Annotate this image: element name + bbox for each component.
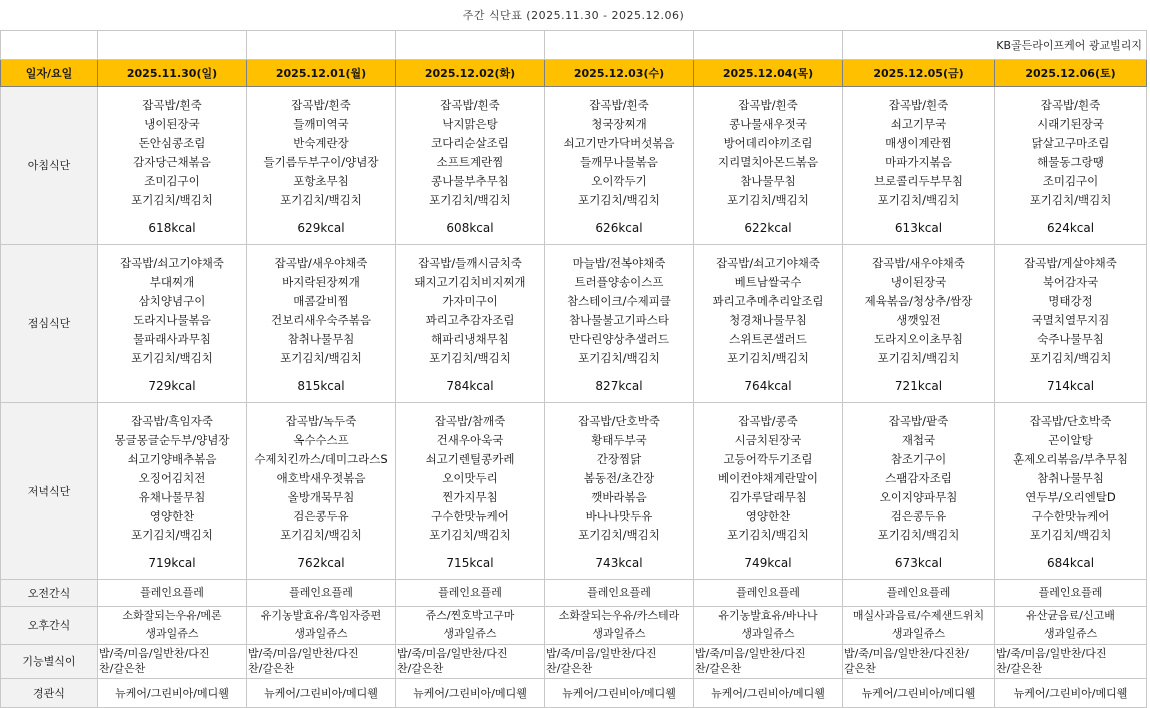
dish-item: 방어데리야끼조림 (723, 136, 813, 150)
meal-cell (545, 244, 694, 402)
pm-snack-line: 생과일쥬스 (741, 627, 795, 640)
dish-item: 베트남쌀국수 (734, 275, 802, 289)
dish-item: 쇠고기렌틸콩카레 (425, 452, 515, 466)
dish-item: 꽈리고추메추리알조림 (712, 294, 824, 308)
blank-cell (396, 30, 545, 59)
dish-item: 잡곡밥/흰죽 (440, 98, 500, 112)
dish-item: 포기김치/백김치 (1029, 193, 1112, 207)
meal-cell (843, 244, 995, 402)
dish-item: 돼지고기김치비지찌개 (414, 275, 526, 289)
meal-cell (98, 402, 247, 579)
kcal-value: 729kcal (148, 379, 196, 393)
meal-cell (843, 402, 995, 579)
kcal-value: 673kcal (894, 556, 943, 570)
day-header: 2025.12.06(토) (995, 59, 1147, 86)
dish-item: 스위트콘샐러드 (729, 332, 807, 346)
blank-cell (545, 30, 694, 59)
meal-cell (694, 402, 843, 579)
dish-item: 오이깍두기 (591, 174, 647, 188)
kcal-value: 749kcal (744, 556, 792, 570)
dish-item: 곤이알탕 (1048, 433, 1093, 447)
dish-item: 포기김치/백김치 (429, 528, 511, 542)
functional-line: 밥/죽/미음/일반찬/다진 (248, 647, 359, 660)
pm-snack-line: 소화잘되는우유/카스테라 (558, 609, 680, 622)
meal-box (247, 405, 395, 576)
meal-cell (995, 402, 1147, 579)
dish-item: 포기김치/백김치 (280, 193, 362, 207)
facility-name: KB골든라이프케어 광교빌리지 (843, 30, 1147, 59)
day-header: 2025.12.04(목) (694, 59, 843, 86)
functional-cell (396, 644, 545, 678)
dish-item: 포기김치/백김치 (1029, 351, 1112, 365)
dish-item: 포기김치/백김치 (280, 351, 362, 365)
tube-cell: 뉴케어/그린비아/메디웰 (545, 678, 694, 707)
functional-line: 밥/죽/미음/일반찬/다진찬/ (844, 647, 969, 660)
dish-item: 구수한맛뉴케어 (431, 509, 509, 523)
row-label-pm-snack: 오후간식 (1, 606, 98, 644)
dish-item: 잡곡밥/콩죽 (738, 414, 798, 428)
meal-cell (694, 86, 843, 244)
functional-row (1, 644, 1147, 678)
dish-item: 매콤갈비찜 (293, 294, 349, 308)
pm-snack-cell (396, 606, 545, 644)
dish-item: 잡곡밥/단호박죽 (1029, 414, 1112, 428)
tube-cell: 뉴케어/그린비아/메디웰 (396, 678, 545, 707)
dish-item: 잡곡밥/흰죽 (291, 98, 351, 112)
dish-item: 도라지오이초무침 (874, 332, 963, 346)
pm-snack-line: 소화잘되는우유/메론 (122, 609, 222, 622)
dish-item: 포기김치/백김치 (727, 528, 809, 542)
dish-item: 낙지맑은탕 (442, 117, 498, 131)
dish-item: 제육볶음/청상추/쌈장 (864, 294, 973, 308)
meal-box (396, 89, 544, 241)
meal-box (995, 89, 1146, 241)
functional-line: 찬/갈은찬 (695, 662, 742, 675)
dish-item: 포기김치/백김치 (877, 528, 960, 542)
dish-item: 잡곡밥/팥죽 (888, 414, 949, 428)
kcal-value: 684kcal (1046, 556, 1095, 570)
dish-item: 깻바라볶음 (591, 490, 647, 504)
meal-cell (545, 86, 694, 244)
day-header: 2025.12.01(월) (247, 59, 396, 86)
dish-item: 참스테이크/수제피클 (567, 294, 671, 308)
dish-item: 포기김치/백김치 (877, 193, 960, 207)
dish-item: 포기김치/백김치 (727, 193, 809, 207)
dish-item: 오징어김치전 (138, 471, 206, 485)
tube-cell: 뉴케어/그린비아/메디웰 (247, 678, 396, 707)
dish-item: 조미김구이 (1042, 174, 1099, 188)
dish-item: 참나물무침 (740, 174, 796, 188)
dish-item: 들기름두부구이/양념장 (263, 155, 379, 169)
meal-box (843, 405, 994, 576)
meal-box (98, 89, 246, 241)
pm-snack-line: 유기농발효유/바나나 (718, 609, 818, 622)
tube-cell: 뉴케어/그린비아/메디웰 (843, 678, 995, 707)
kcal-value: 613kcal (894, 221, 943, 235)
dish-item: 콩나물부추무침 (431, 174, 509, 188)
dish-item: 재첩국 (901, 433, 936, 447)
dish-item: 지리멸치아몬드볶음 (718, 155, 818, 169)
am-snack-cell: 플레인요플레 (694, 579, 843, 606)
functional-line: 찬/갈은찬 (99, 662, 146, 675)
dish-item: 옥수수스프 (293, 433, 349, 447)
dish-item: 유채나물무침 (138, 490, 206, 504)
meal-box (843, 89, 994, 241)
dish-item: 해물동그랑땡 (1037, 155, 1104, 169)
dish-item: 잡곡밥/녹두죽 (285, 414, 357, 428)
day-header: 2025.12.03(수) (545, 59, 694, 86)
dish-item: 베이컨야채계란말이 (718, 471, 818, 485)
meal-box (545, 405, 693, 576)
dish-item: 훈제오리볶음/부추무침 (1013, 452, 1128, 466)
dish-item: 포기김치/백김치 (280, 528, 362, 542)
kcal-value: 815kcal (297, 379, 345, 393)
dish-item: 코다리순살조림 (431, 136, 509, 150)
dish-item: 바지락된장찌개 (282, 275, 360, 289)
blank-cell (98, 30, 247, 59)
pm-snack-cell (545, 606, 694, 644)
pm-snack-line: 유산균음료/신고배 (1026, 609, 1115, 622)
dish-item: 검은콩두유 (293, 509, 349, 523)
dish-item: 콩나물새우젓국 (729, 117, 807, 131)
meal-cell (694, 244, 843, 402)
meal-cell (545, 402, 694, 579)
am-snack-cell: 플레인요플레 (843, 579, 995, 606)
dish-item: 김가루달래무침 (729, 490, 807, 504)
dish-item: 시금치된장국 (734, 433, 802, 447)
dish-item: 돈안심콩조림 (138, 136, 206, 150)
kcal-value: 715kcal (446, 556, 494, 570)
dish-item: 도라지나물볶음 (133, 313, 211, 327)
functional-line: 갈은찬 (844, 662, 876, 675)
dish-item: 고등어깍두기조림 (723, 452, 813, 466)
dish-item: 스팸감자조림 (885, 471, 952, 485)
header-row (1, 59, 1147, 86)
tube-cell: 뉴케어/그린비아/메디웰 (995, 678, 1147, 707)
functional-line: 찬/갈은찬 (397, 662, 444, 675)
dish-item: 매생이계란찜 (885, 136, 952, 150)
meal-box (545, 89, 693, 241)
dish-item: 해파리냉채무침 (431, 332, 509, 346)
dish-item: 잡곡밥/흰죽 (142, 98, 202, 112)
dish-item: 포기김치/백김치 (578, 528, 660, 542)
dish-item: 청국장찌개 (591, 117, 647, 131)
pm-snack-line: 생과일쥬스 (145, 627, 199, 640)
blank-cell (1, 30, 98, 59)
kcal-value: 618kcal (148, 221, 196, 235)
dish-item: 북어감자국 (1042, 275, 1099, 289)
day-header: 2025.12.02(화) (396, 59, 545, 86)
dish-item: 물파래사과무침 (133, 332, 211, 346)
functional-cell (545, 644, 694, 678)
meal-cell (396, 244, 545, 402)
dish-item: 수제치킨까스/데미그라스S (254, 452, 388, 466)
pm-snack-line: 쥬스/찐호박고구마 (425, 609, 515, 622)
am-snack-row (1, 579, 1147, 606)
dish-item: 생깻잎전 (896, 313, 941, 327)
dish-item: 잡곡밥/들깨시금치죽 (418, 256, 522, 270)
meal-box (694, 247, 842, 399)
dish-item: 간장찜닭 (596, 452, 642, 466)
dish-item: 몽글몽글순두부/양념장 (114, 433, 230, 447)
kcal-value: 764kcal (744, 379, 792, 393)
dish-item: 숙주나물무침 (1037, 332, 1104, 346)
dish-item: 조미김구이 (144, 174, 200, 188)
am-snack-cell: 플레인요플레 (545, 579, 694, 606)
pm-snack-cell (247, 606, 396, 644)
kcal-value: 743kcal (595, 556, 643, 570)
meal-cell (396, 86, 545, 244)
dish-item: 잡곡밥/참깨죽 (434, 414, 506, 428)
functional-cell (995, 644, 1147, 678)
dish-item: 포기김치/백김치 (578, 351, 660, 365)
dish-item: 영양한찬 (745, 509, 791, 523)
dish-item: 포기김치/백김치 (131, 528, 213, 542)
blank-cell (694, 30, 843, 59)
meal-cell (995, 86, 1147, 244)
functional-cell (694, 644, 843, 678)
dish-item: 포기김치/백김치 (429, 193, 511, 207)
functional-line: 밥/죽/미음/일반찬/다진 (996, 647, 1107, 660)
dish-item: 잡곡밥/쇠고기야채죽 (120, 256, 224, 270)
kcal-value: 827kcal (595, 379, 643, 393)
meal-cell (843, 86, 995, 244)
row-label-lunch: 점심식단 (1, 244, 98, 402)
kcal-value: 629kcal (297, 221, 345, 235)
kcal-value: 784kcal (446, 379, 494, 393)
header-corner: 일자/요일 (1, 59, 98, 86)
tube-row (1, 678, 1147, 707)
tube-cell: 뉴케어/그린비아/메디웰 (694, 678, 843, 707)
dish-item: 봄동전/초간장 (583, 471, 655, 485)
dish-item: 마파가지볶음 (885, 155, 952, 169)
functional-line: 밥/죽/미음/일반찬/다진 (546, 647, 657, 660)
dish-item: 냉이된장국 (890, 275, 947, 289)
dish-item: 브로콜리두부무침 (874, 174, 963, 188)
meal-box (545, 247, 693, 399)
meal-cell (98, 244, 247, 402)
dish-item: 건보리새우숙주볶음 (271, 313, 371, 327)
dish-item: 포기김치/백김치 (131, 193, 213, 207)
functional-line: 밥/죽/미음/일반찬/다진 (695, 647, 806, 660)
functional-line: 밥/죽/미음/일반찬/다진 (99, 647, 210, 660)
dish-item: 냉이된장국 (144, 117, 200, 131)
dish-item: 소프트계란찜 (436, 155, 504, 169)
blank-cell (247, 30, 396, 59)
dish-item: 포기김치/백김치 (578, 193, 660, 207)
row-label-tube: 경관식 (1, 678, 98, 707)
meal-box (396, 405, 544, 576)
dish-item: 들깨무나물볶음 (580, 155, 658, 169)
row-label-breakfast: 아침식단 (1, 86, 98, 244)
kcal-value: 622kcal (744, 221, 792, 235)
dish-item: 감자당근채볶음 (133, 155, 211, 169)
pm-snack-line: 생과일쥬스 (294, 627, 348, 640)
meal-box (98, 405, 246, 576)
pm-snack-line: 생과일쥬스 (592, 627, 646, 640)
dish-item: 애호박새우젓볶음 (276, 471, 366, 485)
functional-cell (843, 644, 995, 678)
meal-box (694, 89, 842, 241)
kcal-value: 624kcal (1046, 221, 1095, 235)
kcal-value: 626kcal (595, 221, 643, 235)
dish-item: 잡곡밥/쇠고기야채죽 (716, 256, 820, 270)
functional-line: 찬/갈은찬 (546, 662, 593, 675)
dish-item: 참나물불고기파스타 (569, 313, 669, 327)
dish-item: 오이맛두리 (442, 471, 498, 485)
meal-box (247, 89, 395, 241)
dish-item: 참취나물무침 (287, 332, 355, 346)
dish-item: 잡곡밥/새우야채죽 (274, 256, 368, 270)
dish-item: 포기김치/백김치 (131, 351, 213, 365)
title-row (1, 0, 1147, 30)
dish-item: 연두부/오리엔탈D (1025, 490, 1116, 504)
dish-item: 황태두부국 (591, 433, 647, 447)
functional-line: 찬/갈은찬 (996, 662, 1043, 675)
pm-snack-cell (843, 606, 995, 644)
lunch-row (1, 244, 1147, 402)
functional-cell (98, 644, 247, 678)
kcal-value: 721kcal (894, 379, 943, 393)
meal-cell (98, 86, 247, 244)
am-snack-cell: 플레인요플레 (396, 579, 545, 606)
dish-item: 참조기구이 (890, 452, 947, 466)
am-snack-cell: 플레인요플레 (247, 579, 396, 606)
facility-row (1, 30, 1147, 59)
row-label-dinner: 저녁식단 (1, 402, 98, 579)
kcal-value: 608kcal (446, 221, 494, 235)
day-header: 2025.11.30(일) (98, 59, 247, 86)
dish-item: 꽈리고추감자조림 (425, 313, 515, 327)
kcal-value: 762kcal (297, 556, 345, 570)
dish-item: 쇠고기만가닥버섯볶음 (563, 136, 675, 150)
row-label-functional: 기능별식이 (1, 644, 98, 678)
functional-line: 찬/갈은찬 (248, 662, 295, 675)
meal-box (843, 247, 994, 399)
dish-item: 만다린양상추샐러드 (569, 332, 669, 346)
meal-cell (247, 244, 396, 402)
meal-cell (247, 402, 396, 579)
dish-item: 찐가지무침 (442, 490, 498, 504)
am-snack-cell: 플레인요플레 (98, 579, 247, 606)
meal-cell (396, 402, 545, 579)
pm-snack-line: 매실사과음료/수제샌드위치 (852, 609, 985, 622)
meal-box (995, 405, 1146, 576)
dish-item: 부대찌개 (149, 275, 195, 289)
kcal-value: 714kcal (1046, 379, 1095, 393)
dish-item: 포항초무침 (293, 174, 349, 188)
functional-line: 밥/죽/미음/일반찬/다진 (397, 647, 508, 660)
dish-item: 잡곡밥/흑임자죽 (131, 414, 213, 428)
pm-snack-line: 유기농발효유/흑임자증편 (260, 609, 382, 622)
meal-box (995, 247, 1146, 399)
dish-item: 닭살고구마조림 (1031, 136, 1110, 150)
dish-item: 잡곡밥/새우야채죽 (872, 256, 965, 270)
meal-cell (995, 244, 1147, 402)
day-header: 2025.12.05(금) (843, 59, 995, 86)
pm-snack-cell (98, 606, 247, 644)
dish-item: 쇠고기무국 (890, 117, 947, 131)
dish-item: 쇠고기양배추볶음 (127, 452, 217, 466)
dish-item: 바나나맛두유 (585, 509, 653, 523)
page-title: 주간 식단표 (2025.11.30 - 2025.12.06) (1, 0, 1147, 30)
pm-snack-row (1, 606, 1147, 644)
dish-item: 포기김치/백김치 (1029, 528, 1112, 542)
tube-cell: 뉴케어/그린비아/메디웰 (98, 678, 247, 707)
dish-item: 잡곡밥/게살야채죽 (1024, 256, 1117, 270)
meal-box (98, 247, 246, 399)
pm-snack-line: 생과일쥬스 (891, 627, 946, 640)
dish-item: 오이지양파무침 (879, 490, 958, 504)
breakfast-row (1, 86, 1147, 244)
dish-item: 청경채나물무침 (729, 313, 807, 327)
meal-box (396, 247, 544, 399)
meal-box (247, 247, 395, 399)
dish-item: 시래기된장국 (1037, 117, 1104, 131)
dish-item: 마늘밥/전복야채죽 (572, 256, 666, 270)
dish-item: 들깨미역국 (293, 117, 349, 131)
pm-snack-line: 생과일쥬스 (443, 627, 497, 640)
dish-item: 영양한찬 (149, 509, 195, 523)
pm-snack-line: 생과일쥬스 (1043, 627, 1098, 640)
dinner-row (1, 402, 1147, 579)
pm-snack-cell (995, 606, 1147, 644)
dish-item: 참취나물무침 (1037, 471, 1104, 485)
dish-item: 명태강정 (1048, 294, 1093, 308)
dish-item: 트러플양송이스프 (574, 275, 664, 289)
dish-item: 반숙계란장 (293, 136, 349, 150)
dish-item: 국멸치열무지짐 (1031, 313, 1110, 327)
dish-item: 가자미구이 (442, 294, 498, 308)
dish-item: 잡곡밥/단호박죽 (578, 414, 660, 428)
dish-item: 포기김치/백김치 (429, 351, 511, 365)
pm-snack-cell (694, 606, 843, 644)
meal-cell (247, 86, 396, 244)
dish-item: 구수한맛뉴케어 (1031, 509, 1110, 523)
dish-item: 포기김치/백김치 (877, 351, 960, 365)
kcal-value: 719kcal (148, 556, 196, 570)
dish-item: 건새우아욱국 (436, 433, 504, 447)
dish-item: 잡곡밥/흰죽 (589, 98, 649, 112)
dish-item: 포기김치/백김치 (727, 351, 809, 365)
dish-item: 검은콩두유 (890, 509, 947, 523)
dish-item: 잡곡밥/흰죽 (738, 98, 798, 112)
dish-item: 올방개묵무침 (287, 490, 355, 504)
row-label-am-snack: 오전간식 (1, 579, 98, 606)
dish-item: 잡곡밥/흰죽 (1040, 98, 1101, 112)
am-snack-cell: 플레인요플레 (995, 579, 1147, 606)
functional-cell (247, 644, 396, 678)
dish-item: 삼치양념구이 (138, 294, 206, 308)
dish-item: 잡곡밥/흰죽 (888, 98, 949, 112)
meal-box (694, 405, 842, 576)
